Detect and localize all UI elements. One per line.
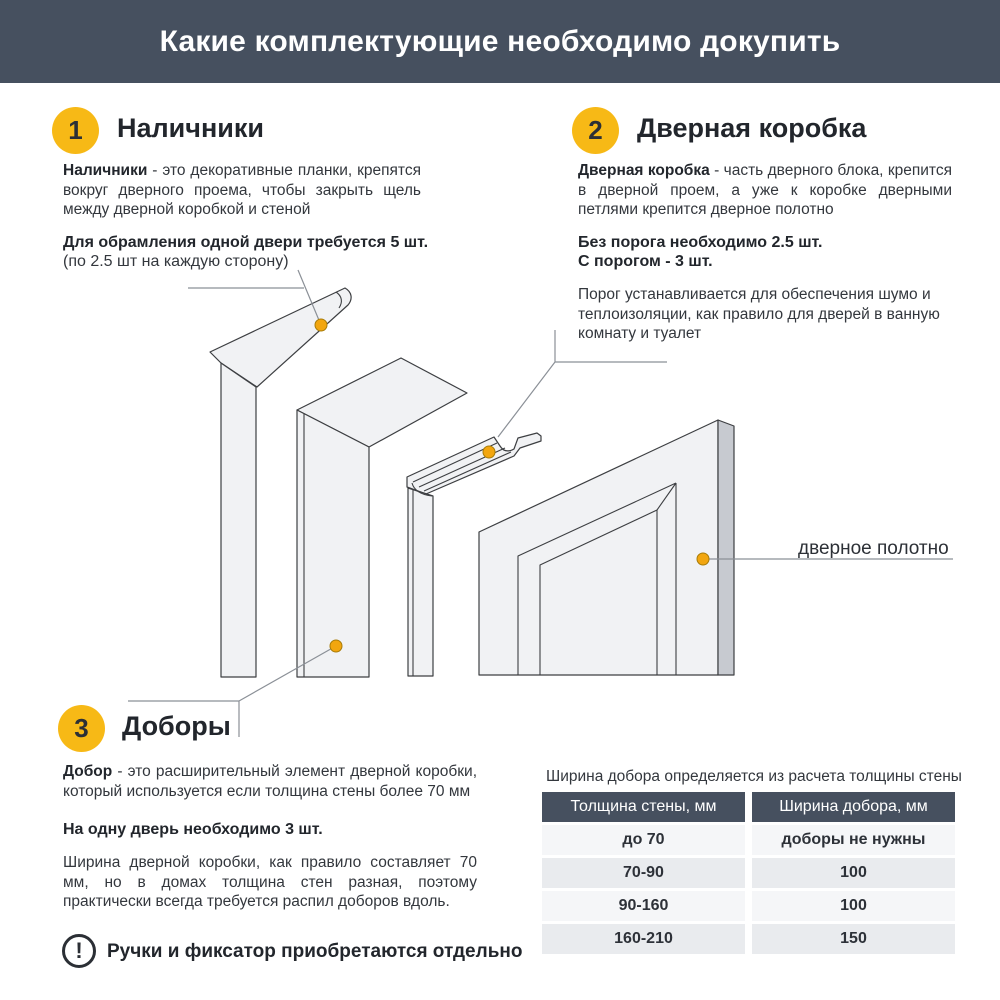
section-2-badge <box>572 107 619 154</box>
section-2-number: 2 <box>588 115 603 145</box>
table-cell: до 70 <box>542 825 745 855</box>
table-cell: 100 <box>752 858 955 888</box>
section-3-lead: Добор - это расширительный элемент дверной коробки, который используется если толщина стены более 70 мм <box>63 763 477 800</box>
table-cell: 100 <box>752 891 955 921</box>
table-cell: 150 <box>752 924 955 954</box>
marker-dot-architrave <box>315 319 327 331</box>
table-cell: 90-160 <box>542 891 745 921</box>
extension-width-table <box>542 792 955 954</box>
table-header-wall: Толщина стены, мм <box>542 792 745 822</box>
page-title: Какие комплектующие необходимо докупить <box>159 24 841 58</box>
section-1-badge <box>52 107 99 154</box>
section-2-lead: Дверная коробка - часть дверного блока, крепится в дверной проем, а уже к коробке дверными петлями крепится дверное полотно <box>578 162 952 218</box>
section-2-lead-term: Дверная коробка <box>578 162 710 179</box>
section-2-note <box>578 233 822 271</box>
marker-dot-door-leaf <box>697 553 709 565</box>
section-2-note-line1: Без порога необходимо 2.5 шт. <box>578 234 823 251</box>
section-3-para: Ширина дверной коробки, как правило составляет 70 мм, но в домах толщина стен разная, поэтому практически всегда требуется распил доборов вдоль. <box>63 854 477 910</box>
leader-door-frame <box>498 330 667 437</box>
section-3-note <box>63 820 323 839</box>
leader-architrave <box>188 270 321 325</box>
section-1-title: Наличники <box>117 113 264 143</box>
section-1-note-sub: (по 2.5 шт на каждую сторону) <box>63 253 289 270</box>
section-1-note <box>63 233 428 271</box>
architrave-piece <box>210 288 351 677</box>
section-1-note-bold: Для обрамления одной двери требуется 5 шт. <box>63 234 429 251</box>
exclamation-icon: ! <box>62 934 96 968</box>
section-3-lead-term: Добор <box>63 763 113 780</box>
section-3-badge <box>58 705 105 752</box>
section-3-number: 3 <box>74 713 89 743</box>
section-3-title: Доборы <box>122 711 231 741</box>
footer-note: Ручки и фиксатор приобретаются отдельно <box>107 941 523 962</box>
section-3-note-bold: На одну дверь необходимо 3 шт. <box>63 821 323 838</box>
table-cell: 160-210 <box>542 924 745 954</box>
extension-piece <box>297 358 467 677</box>
section-2-para: Порог устанавливается для обеспечения шумо и теплоизоляции, как правило для дверей в ванную комнату и туалет <box>578 286 940 342</box>
title-bar <box>0 0 1000 83</box>
marker-dot-door-frame <box>483 446 495 458</box>
marker-dots <box>315 319 709 652</box>
marker-dot-extension <box>330 640 342 652</box>
table-header-extension: Ширина добора, мм <box>752 792 955 822</box>
section-1-lead-term: Наличники <box>63 162 148 179</box>
door-frame-piece <box>407 433 541 676</box>
section-1-lead: Наличники - это декоративные планки, крепятся вокруг дверного проема, чтобы закрыть щель между дверной коробкой и стеной <box>63 162 421 218</box>
table-caption: Ширина добора определяется из расчета толщины стены <box>546 768 962 785</box>
door-leaf-label: дверное полотно <box>798 538 949 559</box>
table-cell: доборы не нужны <box>752 825 955 855</box>
section-1-number: 1 <box>68 115 83 145</box>
door-leaf-piece <box>479 420 734 675</box>
table-cell: 70-90 <box>542 858 745 888</box>
section-2-note-line2: С порогом - 3 шт. <box>578 253 713 270</box>
section-2-title: Дверная коробка <box>637 113 867 143</box>
